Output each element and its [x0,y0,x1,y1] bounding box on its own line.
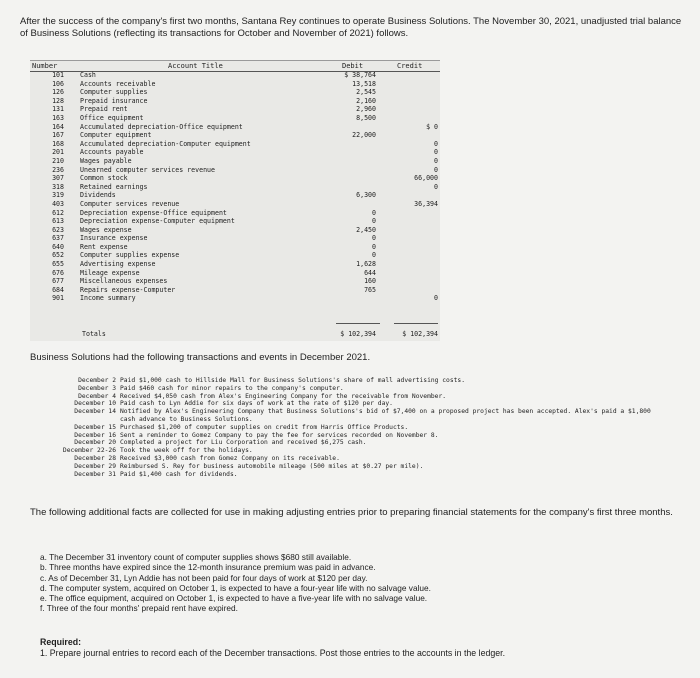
table-row [30,105,440,114]
account-number: 652 [52,251,64,260]
transaction-date: December 31 [74,470,116,478]
transaction-date: December 29 [74,462,116,470]
account-number: 318 [52,182,64,191]
trial-balance-totals [30,329,440,339]
account-title: Dividends [80,191,116,200]
header-debit: Debit [342,62,364,70]
account-number: 163 [52,113,64,122]
transaction-text: Purchased $1,200 of computer supplies on credit from Harris Office Products. [120,423,409,431]
header-number: Number [32,62,58,70]
table-row [30,294,440,303]
credit-value: 0 [434,148,438,157]
account-number: 623 [52,225,64,234]
transaction-item [40,471,690,479]
transaction-date: December 16 [74,431,116,439]
transaction-item [40,455,690,463]
transaction-date: December 3 [78,384,116,392]
account-number: 128 [52,96,64,105]
account-title: Wages expense [80,225,132,234]
account-title: Unearned computer services revenue [80,165,215,174]
transactions-heading: Business Solutions had the following transactions and events in December 2021. [30,352,371,363]
totals-label: Totals [82,330,106,338]
table-row [30,217,440,226]
account-title: Miscellaneous expenses [80,277,168,286]
debit-value: 0 [372,208,376,217]
account-number: 201 [52,148,64,157]
trial-balance-header [30,61,440,71]
account-number: 640 [52,242,64,251]
table-row [30,71,440,80]
account-title: Computer supplies expense [80,251,180,260]
debit-total-rule [336,323,380,324]
table-row [30,88,440,97]
table-row [30,226,440,235]
intro-paragraph: After the success of the company's first two months, Santana Rey continues to operate Business Solutions. The November 30, 2021, unadjusted trial balance of Business Solutions (reflecting its transactions for October and November of 2021) follows. [20,16,682,39]
account-title: Advertising expense [80,260,156,269]
account-title: Income summary [80,294,136,303]
account-number: 613 [52,217,64,226]
transaction-date: December 20 [74,439,116,447]
required-label: Required: [40,637,82,647]
account-title: Rent expense [80,242,128,251]
transaction-text: Notified by Alex's Engineering Company that Business Solutions's bid of $7,400 on a proposed project has been accepted. Alex's paid a $1,800 cash advance to Business Solutions. [120,408,651,423]
debit-value: 160 [364,277,376,286]
account-title: Cash [80,71,96,79]
totals-debit: $ 102,394 [340,330,376,338]
required-section [40,637,690,659]
fact-item: d. The computer system, acquired on October 1, is expected to have a four-year life with no salvage value. [40,582,431,593]
required-text: 1. Prepare journal entries to record each of the December transactions. Post those entries to the accounts in the ledger. [40,648,506,658]
debit-value: 644 [364,268,376,277]
table-row [30,251,440,260]
account-number: 307 [52,174,64,183]
debit-value: 0 [372,217,376,226]
account-title: Computer services revenue [80,199,180,208]
account-number: 210 [52,156,64,165]
account-number: 655 [52,260,64,269]
fact-item: a. The December 31 inventory count of computer supplies shows $680 still available. [40,552,352,562]
header-credit: Credit [397,62,423,70]
account-number: 677 [52,277,64,286]
transaction-item [40,385,690,393]
credit-total-rule [394,323,438,324]
debit-value: 0 [372,234,376,243]
fact-item: b. Three months have expired since the 12-month insurance premium was paid in advance. [40,562,376,573]
account-number: 101 [52,71,64,79]
account-title: Insurance expense [80,234,148,243]
account-number: 167 [52,131,64,140]
trial-balance-rows [30,71,440,303]
table-row [30,183,440,192]
transaction-item [40,463,690,471]
credit-value: $ 0 [426,122,438,131]
account-title: Common stock [80,174,128,183]
transaction-text: Completed a project for Liu Corporation and received $6,275 cash. [120,439,367,447]
table-row [30,114,440,123]
account-title: Computer supplies [80,88,148,97]
transaction-text: Paid $1,000 cash to Hillside Mall for Business Solutions's share of mall advertising costs. [120,377,465,384]
account-title: Repairs expense-Computer [80,285,176,294]
table-row [30,191,440,200]
account-number: 637 [52,234,64,243]
transaction-text: Received $4,050 cash from Alex's Engineering Company for the receivable from November. [120,392,447,400]
debit-value: 765 [364,285,376,294]
table-row [30,166,440,175]
trial-balance-table [30,60,440,341]
account-title: Accounts receivable [80,79,156,88]
table-row [30,123,440,132]
credit-value: 36,394 [414,199,438,208]
account-title: Accounts payable [80,148,144,157]
account-title: Wages payable [80,156,132,165]
debit-value: 22,000 [352,131,376,140]
transaction-date: December 15 [74,423,116,431]
table-row [30,269,440,278]
debit-value: 2,545 [356,88,376,97]
debit-value: 2,160 [356,96,376,105]
debit-value: 2,450 [356,225,376,234]
transaction-text: Took the week off for the holidays. [120,447,253,455]
table-row [30,200,440,209]
transactions-list [40,377,690,478]
debit-value: 0 [372,242,376,251]
transaction-text: Received $3,000 cash from Gomez Company on its receivable. [120,454,340,462]
account-title: Accumulated depreciation-Office equipment [80,122,243,131]
account-title: Depreciation expense-Office equipment [80,208,227,217]
credit-value: 0 [434,156,438,165]
table-row [30,234,440,243]
facts-heading: The following additional facts are collected for use in making adjusting entries prior to preparing financial statements for the company's first three months. [30,507,673,518]
transaction-date: December 2 [78,377,116,384]
transaction-item [40,400,690,408]
account-number: 131 [52,105,64,114]
account-number: 684 [52,285,64,294]
table-row [30,260,440,269]
credit-value: 0 [434,182,438,191]
debit-value: 6,300 [356,191,376,200]
transaction-item [40,439,690,447]
transaction-text: Reimbursed S. Rey for business automobile mileage (500 miles at $0.27 per mile). [120,462,424,470]
table-row [30,243,440,252]
transaction-date: December 28 [74,454,116,462]
account-number: 612 [52,208,64,217]
credit-value: 0 [434,294,438,303]
account-number: 236 [52,165,64,174]
facts-list [40,552,680,614]
transaction-text: Sent a reminder to Gomez Company to pay the fee for services recorded on November 8. [120,431,439,439]
credit-value: 0 [434,139,438,148]
account-number: 168 [52,139,64,148]
transaction-date: December 14 [74,408,116,416]
transaction-item [40,424,690,432]
table-row [30,97,440,106]
transaction-date: December 22-26 [62,447,116,455]
transaction-item [40,447,690,455]
table-row [30,140,440,149]
account-title: Accumulated depreciation-Computer equipment [80,139,251,148]
account-title: Mileage expense [80,268,140,277]
account-title: Prepaid rent [80,105,128,114]
account-number: 106 [52,79,64,88]
table-row [30,174,440,183]
account-title: Depreciation expense-Computer equipment [80,217,235,226]
transaction-item [40,432,690,440]
transaction-text: Paid cash to Lyn Addie for six days of work at the rate of $120 per day. [120,400,393,408]
table-row [30,131,440,140]
table-row [30,80,440,89]
account-number: 126 [52,88,64,97]
debit-value: $ 38,764 [344,71,376,79]
transaction-date: December 10 [74,400,116,408]
account-number: 319 [52,191,64,200]
debit-value: 8,500 [356,113,376,122]
transaction-item [40,393,690,401]
transaction-date: December 4 [78,392,116,400]
debit-value: 2,960 [356,105,376,114]
account-title: Prepaid insurance [80,96,148,105]
table-row [30,157,440,166]
debit-value: 0 [372,251,376,260]
fact-item: f. Three of the four months' prepaid rent have expired. [40,603,238,614]
debit-value: 13,518 [352,79,376,88]
account-title: Office equipment [80,113,144,122]
table-row [30,286,440,295]
table-row [30,148,440,157]
account-title: Computer equipment [80,131,152,140]
account-number: 164 [52,122,64,131]
transaction-text: Paid $1,400 cash for dividends. [120,470,238,478]
account-title: Retained earnings [80,182,148,191]
account-number: 676 [52,268,64,277]
transaction-text: Paid $460 cash for minor repairs to the company's computer. [120,384,344,392]
totals-credit: $ 102,394 [402,330,438,338]
header-account-title: Account Title [168,62,223,70]
account-number: 403 [52,199,64,208]
fact-item: e. The office equipment, acquired on October 1, is expected to have a five-year life with no salvage value. [40,593,428,604]
transaction-item [40,408,690,424]
transaction-item [40,377,690,385]
table-row [30,277,440,286]
credit-value: 0 [434,165,438,174]
table-row [30,209,440,218]
account-number: 901 [52,294,64,303]
fact-item: c. As of December 31, Lyn Addie has not been paid for four days of work at $120 per day. [40,572,368,583]
credit-value: 66,000 [414,174,438,183]
debit-value: 1,628 [356,260,376,269]
